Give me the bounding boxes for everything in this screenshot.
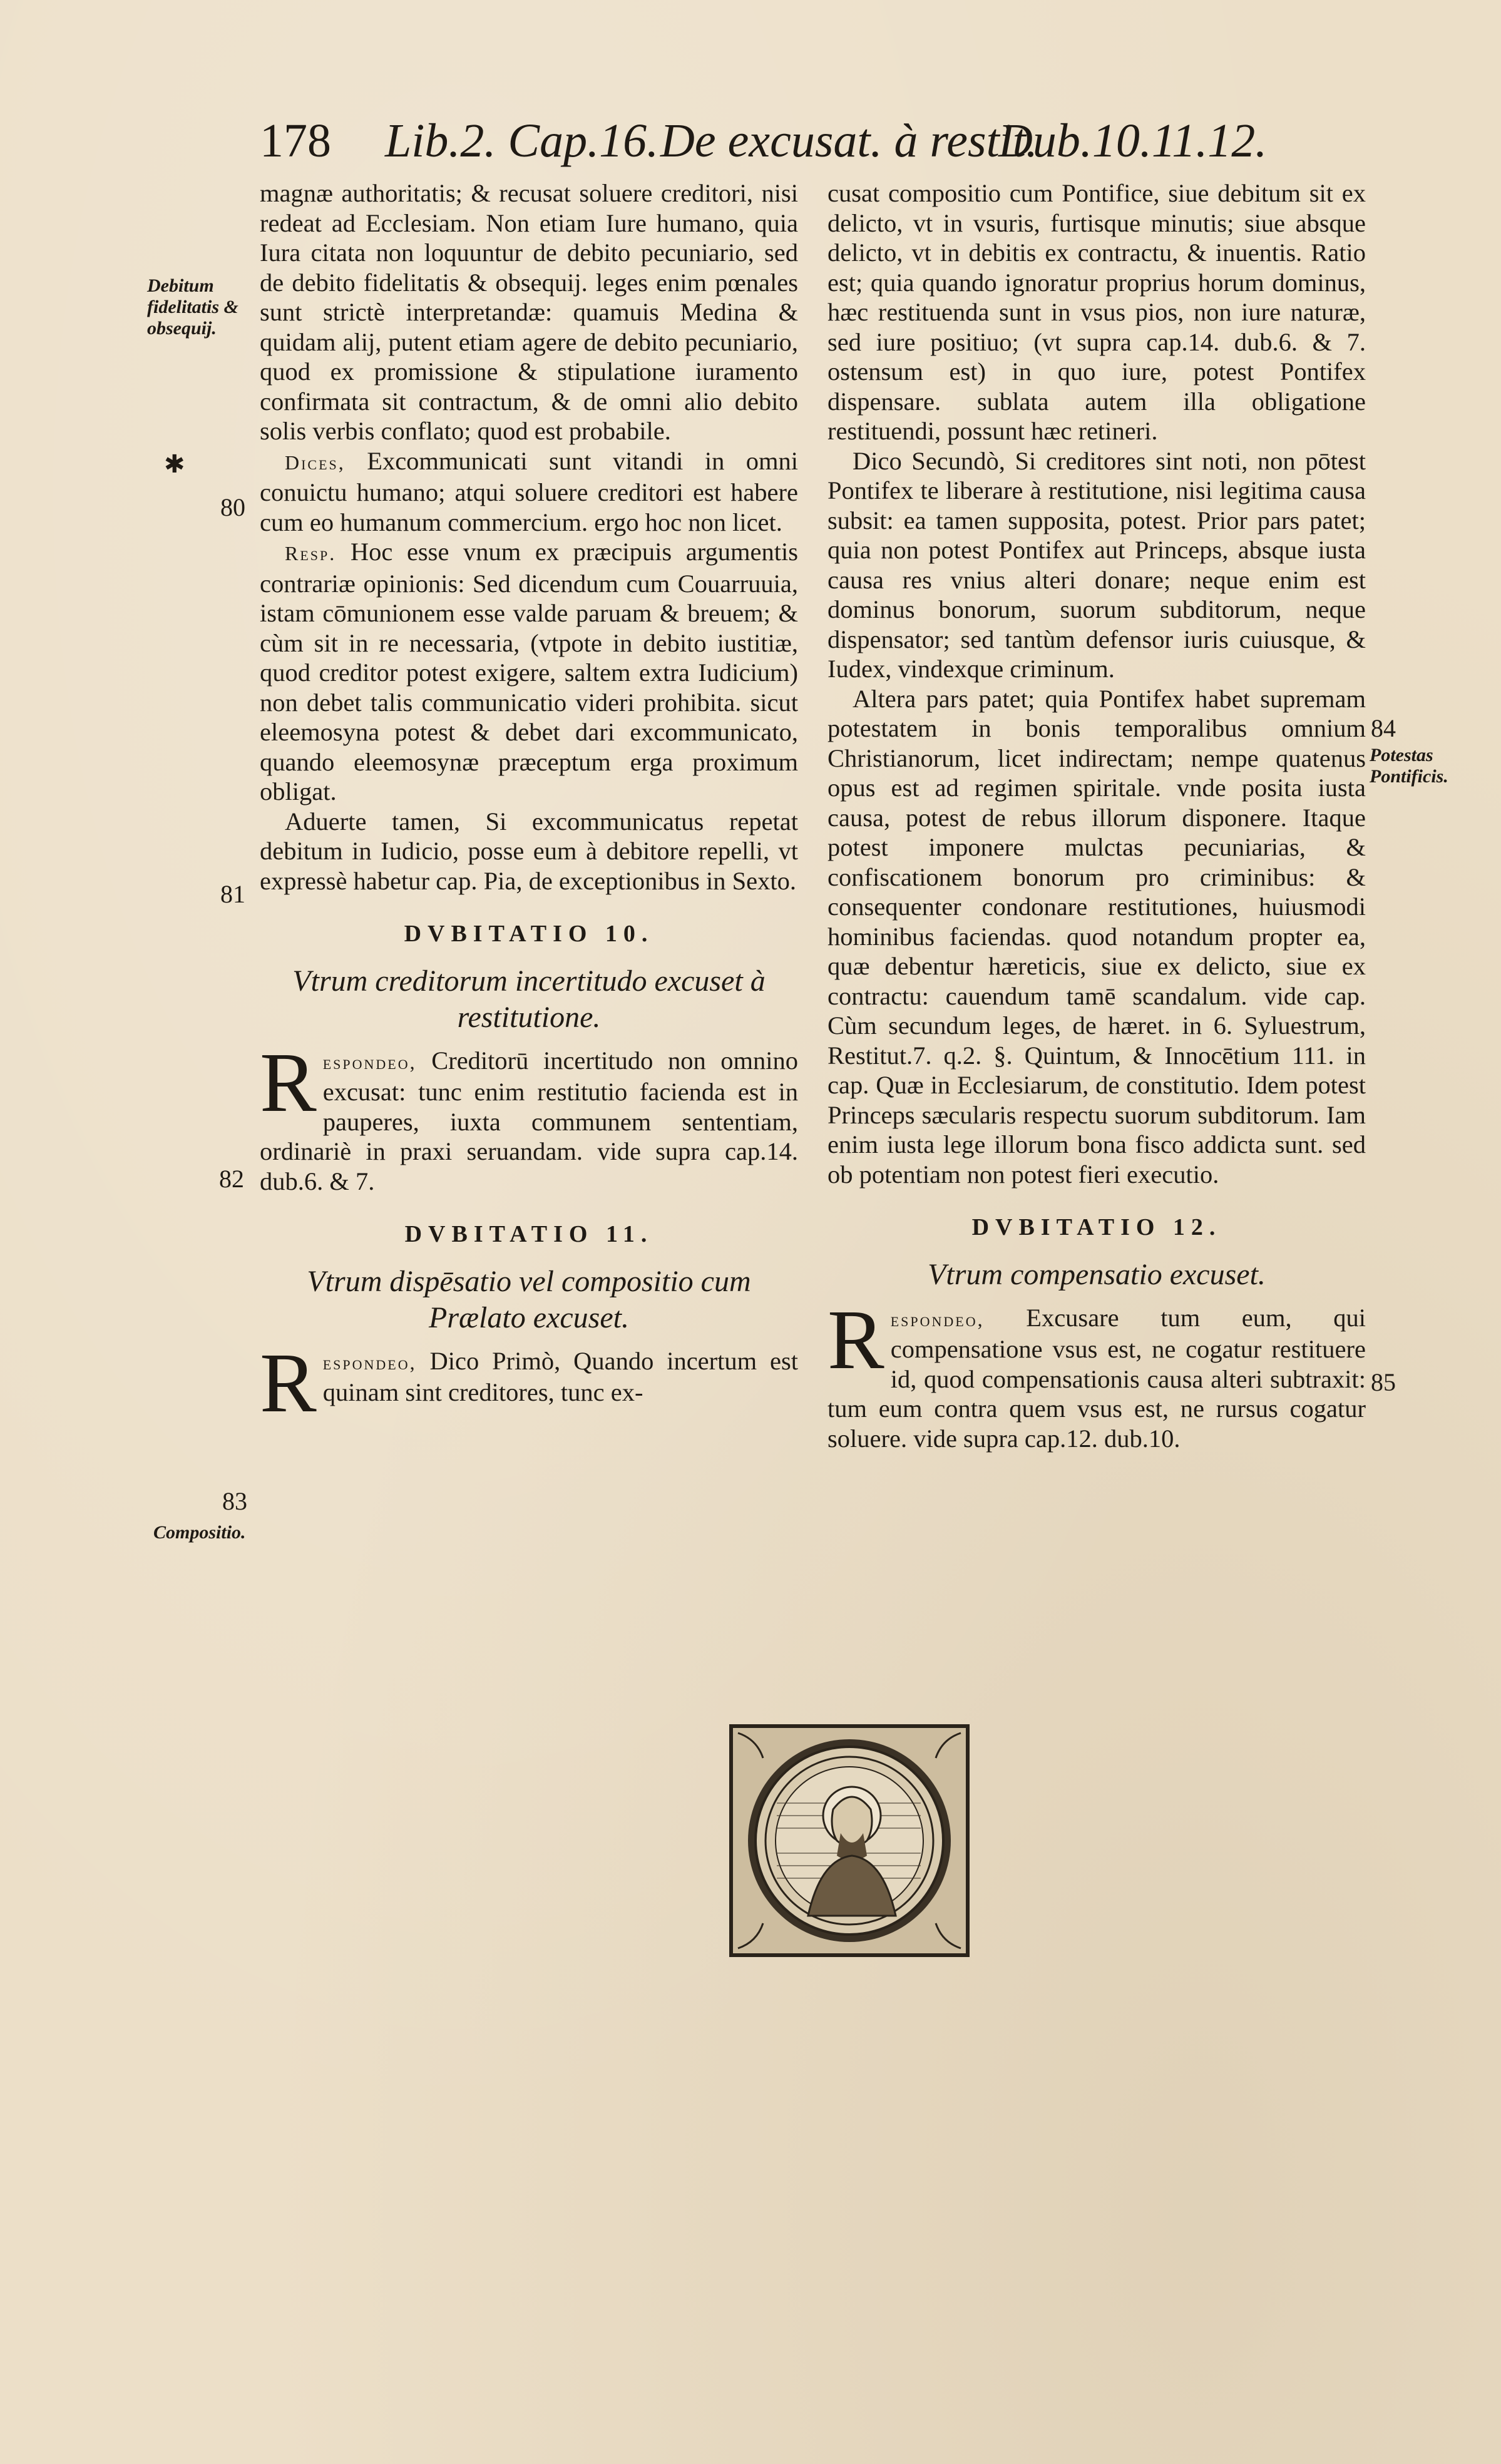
dubitatio-question: Vtrum compensatio excuset. [928,1257,1266,1291]
answer-lead: espondeo, [322,1050,417,1073]
response-text: Hoc esse vnum ex præcipuis argumentis contrariæ opinionis: Sed dicendum cum Couarruuia, istam cōmunionem esse valde paruam & breuem; & cùm sit in re necessaria, (vtpote in debito iustitiæ, quod creditor potest exigere, saltem extra Iudicium) non debet talis communicatio videri prohibita. sicut eleemosyna potest & debet dari excommunicato, quando eleemosynæ præceptum erga proximum obligat. [260,538,798,805]
response-lead: Resp. [285,542,337,565]
asterisk-mark: ✱ [164,450,185,478]
objection-lead: Dices, [285,451,346,474]
text-paragraph: Altera pars patet; quia Pontifex habet supremam potestatem in bonis temporalibus omnium Christianorum, licet indirectam; nempe quatenus opus est ad regimen spiritale. vnde posita iusta causa, potest de rebus illorum disponere. Itaque potest imponere mulctas pecuniarias, & confiscationem bonorum pro criminibus: & consequenter condonare restitutiones, huiusmodi hominibus faciendas. quod notandum propter ea, quæ debentur hæreticis, siue ex delicto, siue ex contractu: cauendum tamē scandalum. vide cap. Cùm secundum leges, de hæret. in 6. Syluestrum, Restitut.7. q.2. §. Quintum, & Innocētium 111. in cap. Quæ in Ecclesiarum, de constitutio. Idem potest Princeps sæcularis respectu suorum subditorum. Iam enim iusta lege illorum bona fisco addicta sunt. sed ob potentiam non potest fieri executio. [827,684,1366,1189]
portrait-medallion-woodcut-icon [729,1724,970,1957]
dubitatio-question: Vtrum creditorum incertitudo excuset à restitutione. [292,964,766,1034]
dubitatio-heading: DVBITATIO 11. [404,1221,653,1247]
paragraph-number: 83 [222,1487,247,1515]
paragraph-number: 81 [220,880,245,908]
dubitatio-heading: DVBITATIO 10. [404,921,654,947]
woodcut-svg [733,1728,966,1953]
drop-cap: R [827,1292,884,1387]
text-paragraph [260,537,798,807]
text-paragraph: Dico Secundò, Si creditores sint noti, non pōtest Pontifex te liberare à restitutione, nisi legitima causa subsit: ea tamen supposita, potest. Prior pars patet; quia non potest Pontifex aut Princeps, absque iusta causa res vnius alteri donare; neque enim est dominus bonorum, suorum subditorum, neque dispensator; sed tantùm defensor iuris cuiusque, & Iudex, vindexque criminum. [827,446,1366,683]
page-number: 178 [260,115,331,167]
drop-cap: R [260,1336,317,1430]
answer-paragraph [260,1035,799,1197]
dubia-range: Dub.10.11.12. [998,115,1268,167]
answer-paragraph [827,1292,1366,1454]
paragraph-number: 82 [219,1165,244,1193]
answer-text: Creditorū incertitudo non omnino excusat: tunc enim restitutio facienda est in pauperes, iuxta communem sententiam, ordinariè in praxi seruandam. vide supra cap.14. dub.6. & 7. [260,1046,799,1195]
right-column [827,178,1366,1453]
answer-lead: espondeo, [890,1307,985,1331]
answer-lead: espondeo, [322,1351,417,1374]
margin-note-debitum: Debitum fidelitatis & obsequij. [147,275,238,339]
text-paragraph: Aduerte tamen, Si excommunicatus repetat debitum in Iudicio, posse eum à debitore repelli, vt expressè habetur cap. Pia, de exceptionibus in Sexto. [260,807,798,895]
running-header [260,106,1286,175]
margin-note-potestas: Potestas Pontificis. [1370,745,1448,787]
left-column [260,178,799,1430]
dubitatio-question: Vtrum dispēsatio vel compositio cum Prælato excuset. [307,1264,751,1334]
book-chapter: Lib.2. Cap.16. [385,115,659,167]
text-paragraph: magnæ authoritatis; & recusat soluere creditori, nisi redeat ad Ecclesiam. Non etiam Iure humano, quia Iura citata non loquuntur de debito pecuniario, sed de debito fidelitatis & obsequij. leges enim pœnales sunt strictè interpretandæ: quamuis Medina & quidam alij, putent etiam agere de debito pecuniario, quod ex promissione & stipulatione iuramento confirmata sit contractum, & de omni alio debito solis verbis conflato; quod est probabile. [260,179,798,445]
drop-cap: R [260,1035,317,1130]
text-paragraph: cusat compositio cum Pontifice, siue debitum sit ex delicto, vt in vsuris, furtisque minutis; siue absque delicto, vt in debitis ex contractu, & inuentis. Ratio est; quia quando ignoratur proprius horum dominus, hæc restituenda sunt in vsus pios, non iure naturæ, sed iure positiuo; (vt supra cap.14. dub.6. & 7. ostensum est) in quo iure, potest Pontifex dispensare. sublata autem illa obligatione restituendi, possunt hæc retineri. [827,179,1366,445]
objection-text: Excommunicati sunt vitandi in omni conuictu humano; atqui soluere creditori est habere cum eo humanum commercium. ergo hoc non licet. [260,446,798,536]
paragraph-number: 80 [220,493,245,521]
answer-text: Dico Primò, Quando incertum est quinam sint creditores, tunc ex- [322,1346,798,1406]
paragraph-number: 84 [1371,714,1396,742]
text-paragraph [260,446,798,538]
margin-note-compositio: Compositio. [153,1522,246,1543]
answer-paragraph [260,1336,798,1430]
section-title: De excusat. à restit. [660,115,1038,167]
answer-text: Excusare tum eum, qui compensatione vsus est, ne cogatur restituere id, quod compensationis causa alteri subtraxit: tum eum contra quem vsus est, ne rursus cogatur soluere. vide supra cap.12. dub.10. [827,1303,1366,1453]
paragraph-number: 85 [1371,1368,1396,1396]
dubitatio-heading: DVBITATIO 12. [971,1214,1222,1240]
